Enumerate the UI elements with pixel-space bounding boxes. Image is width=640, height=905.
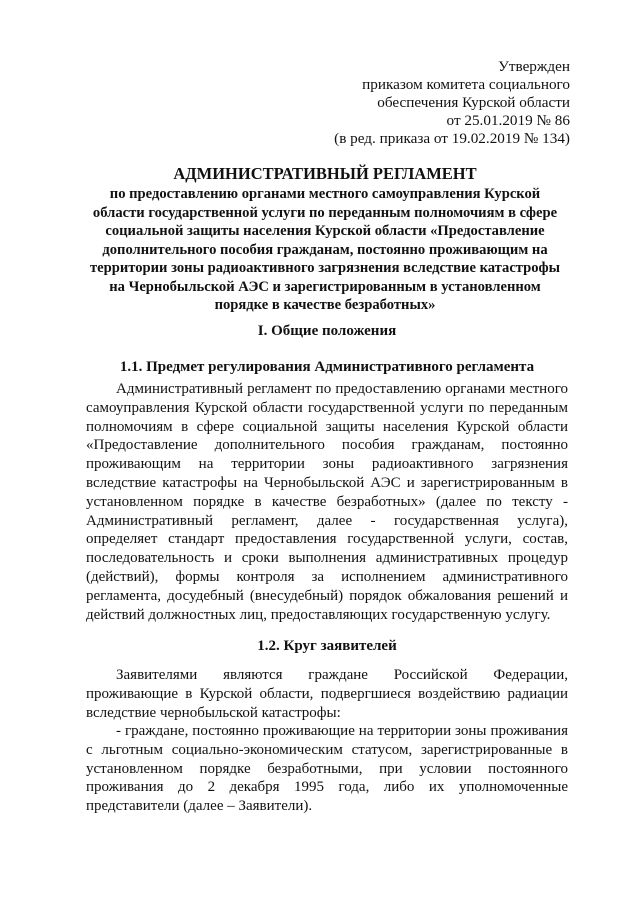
paragraph-line: Административный регламент по предоставлению органами местного: [116, 381, 568, 397]
paragraph-line: «Предоставление дополнительного пособия гражданам, постоянно: [86, 437, 568, 454]
paragraph-line: проживающим на территории зоны радиоактивного загрязнения: [86, 456, 568, 473]
subsection-heading-applicants: 1.2. Круг заявителей: [257, 638, 397, 654]
paragraph-line: действий должностных лиц, предоставляющих государственную услугу.: [86, 606, 551, 623]
subtitle-line: по предоставлению органами местного самоуправления Курской: [109, 186, 541, 202]
paragraph-line: Заявителями являются граждане Российской Федерации,: [116, 667, 568, 683]
subtitle-line: социальной защиты населения Курской области «Предоставление: [105, 223, 545, 239]
approval-stamp: [334, 58, 570, 148]
subtitle-line: дополнительного пособия гражданам, постоянно проживающим на: [102, 241, 548, 258]
approval-line: Утвержден: [498, 58, 570, 75]
paragraph-line: представители (далее – Заявители).: [86, 798, 313, 815]
paragraph-line: с льготным социально-экономическим статусом, зарегистрированные в: [86, 741, 568, 758]
approval-line: приказом комитета социального: [362, 76, 570, 93]
paragraph-line: установленном порядке безработными, при условии постоянного: [86, 760, 568, 777]
paragraph-line: определяет стандарт предоставления государственной услуги, состав,: [86, 531, 568, 548]
paragraph-line: Административный регламент, далее - государственная услуга),: [86, 512, 568, 529]
paragraph-line: - граждане, постоянно проживающие на территории зоны проживания: [116, 723, 568, 739]
paragraph-line: регламента, досудебный (внесудебный) порядок обжалования решений и: [86, 587, 568, 604]
paragraph-line: вследствие катастрофы на Чернобыльской АЭС и зарегистрированным в: [86, 474, 568, 491]
paragraph-line: вследствие чернобыльской катастрофы:: [86, 704, 341, 721]
approval-line: обеспечения Курской области: [377, 94, 570, 111]
paragraph-applicants: [86, 666, 568, 722]
paragraph-applicants-list: [86, 722, 568, 816]
subtitle-line: области государственной услуги по переданным полномочиям в сфере: [92, 204, 558, 221]
paragraph-line: проживающие в Курской области, подвергшиеся воздействию радиации: [86, 685, 568, 702]
subtitle-line: порядке в качестве безработных»: [214, 297, 436, 313]
subtitle-line: на Чернобыльской АЭС и зарегистрированным в установленном: [109, 278, 541, 295]
paragraph-line: самоуправления Курской области государственной услуги по переданным: [86, 399, 568, 416]
paragraph-subject: [86, 380, 568, 624]
title-block: [80, 164, 570, 315]
paragraph-line: (действий), формы контроля за исполнением административного: [86, 568, 568, 585]
paragraph-line: последовательность и сроки выполнения административных процедур: [86, 550, 568, 567]
approval-line: (в ред. приказа от 19.02.2019 № 134): [334, 130, 570, 147]
subsection-heading-subject: 1.1. Предмет регулирования Административного регламента: [119, 359, 535, 375]
paragraph-line: установленном порядке в качестве безработных» (далее по тексту -: [86, 493, 568, 510]
approval-line: от 25.01.2019 № 86: [446, 112, 570, 129]
subtitle-line: территории зоны радиоактивного загрязнения вследствие катастрофы: [89, 260, 561, 276]
document-subtitle: [80, 185, 570, 315]
document-title: АДМИНИСТРАТИВНЫЙ РЕГЛАМЕНТ: [173, 164, 477, 183]
section-heading-general: I. Общие положения: [257, 323, 397, 339]
paragraph-line: проживания до 2 декабря 1995 года, либо их уполномоченные: [86, 779, 568, 796]
paragraph-line: полномочиям в сфере социальной защиты населения Курской области: [86, 418, 568, 435]
